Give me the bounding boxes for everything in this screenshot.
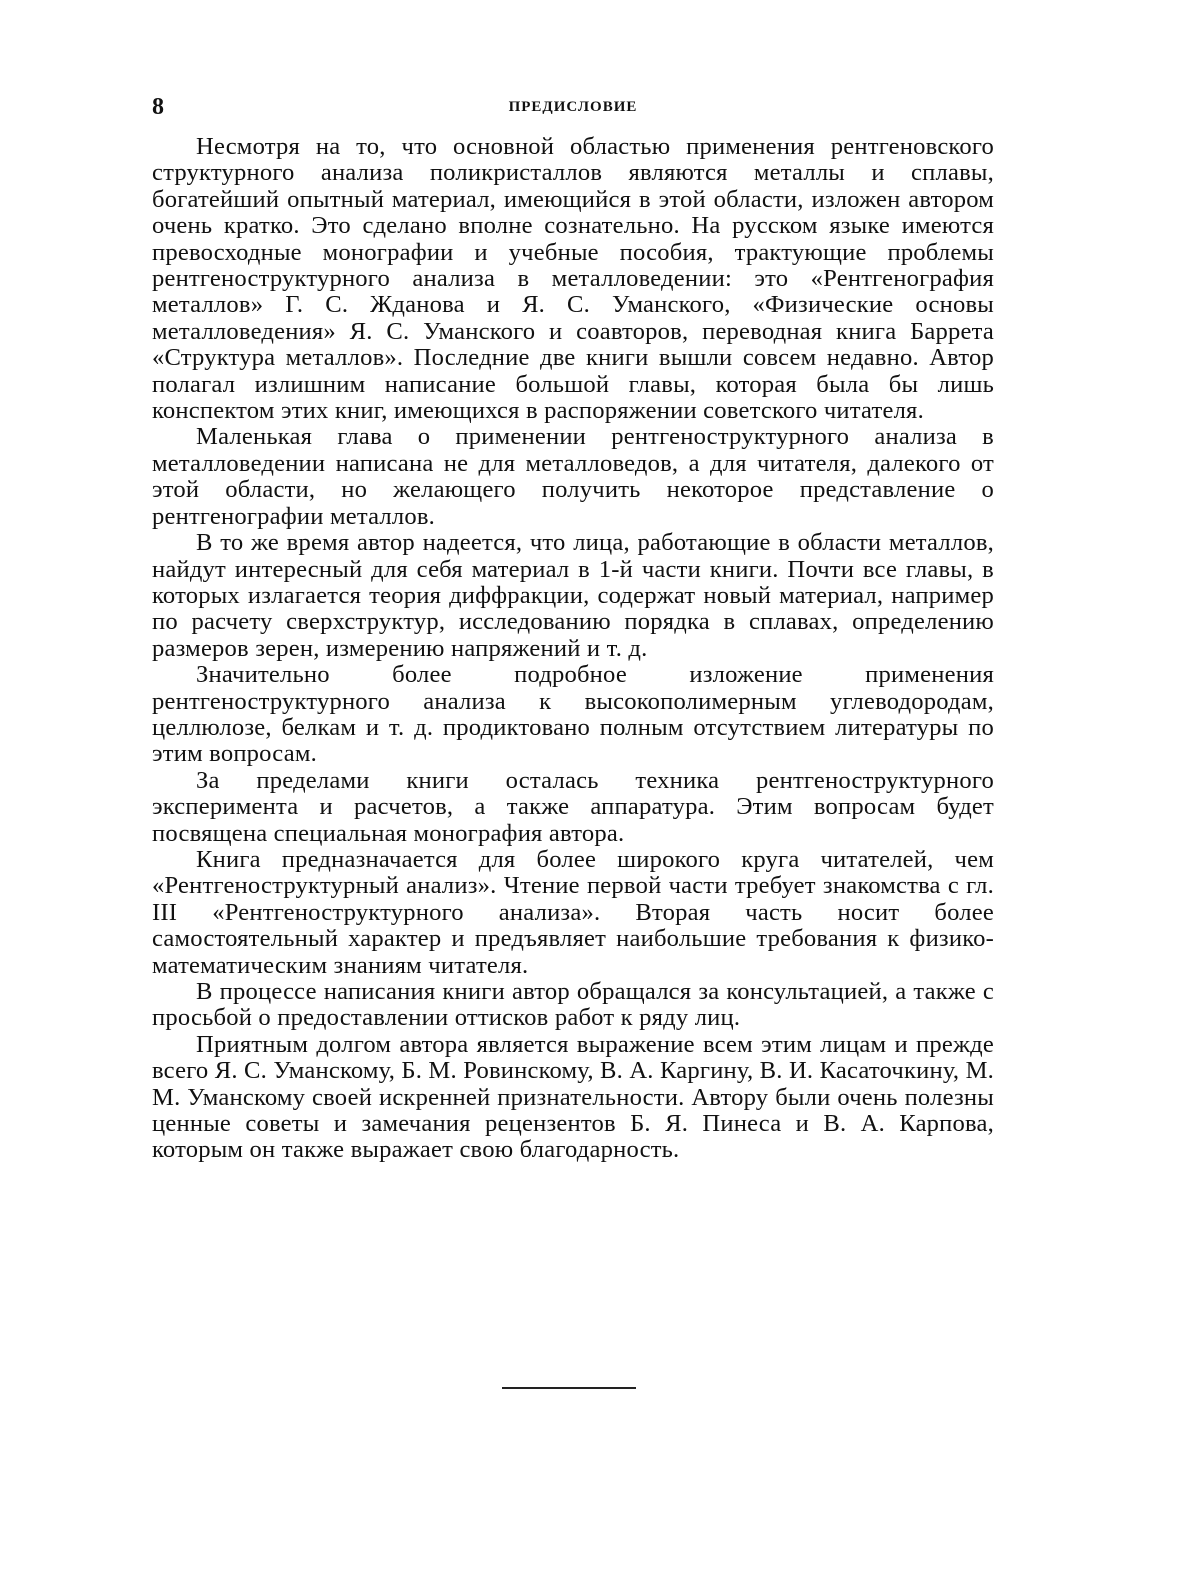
paragraph: В то же время автор надеется, что лица, работающие в области металлов, найдут интересный для себя материал в 1-й части книги. Почти все главы, в которых излагается теория диффракции, содержат новый материал, например по расчету сверхструктур, исследованию порядка в сплавах, определению размеров зерен, измерению напряжений и т. д. bbox=[152, 529, 994, 662]
paragraph: Несмотря на то, что основной областью применения рентгеновского структурного анализа поликристаллов являются металлы и сплавы, богатейший опытный материал, имеющийся в этой области, изложен автором очень кратко. Это сделано вполне сознательно. На русском языке имеются превосходные монографии и учебные пособия, трактующие проблемы рентгеноструктурного анализа в металловедении: это «Рентгенография металлов» Г. С. Жданова и Я. С. Уманского, «Физические основы металловедения» Я. С. Уманского и соавторов, переводная книга Баррета «Структура металлов». Последние две книги вышли совсем недавно. Автор полагал излишним написание большой главы, которая была бы лишь конспектом этих книг, имеющихся в распоряжении советского читателя. bbox=[152, 133, 994, 425]
page-header bbox=[152, 92, 994, 126]
paragraph: Значительно более подробное изложение применения рентгеноструктурного анализа к высокополимерным углеводородам, целлюлозе, белкам и т. д. продиктовано полным отсутствием литературы по этим вопросам. bbox=[152, 661, 994, 768]
paragraph: Маленькая глава о применении рентгеноструктурного анализа в металловедении написана не для металловедов, а для читателя, далекого от этой области, но желающего получить некоторое представление о рентгенографии металлов. bbox=[152, 423, 994, 530]
paragraph: В процессе написания книги автор обращался за консультацией, а также с просьбой о предоставлении оттисков работ к ряду лиц. bbox=[152, 978, 994, 1032]
body-text bbox=[152, 134, 994, 1164]
end-divider bbox=[502, 1387, 636, 1389]
paragraph: За пределами книги осталась техника рентгеноструктурного эксперимента и расчетов, а также аппаратура. Этим вопросам будет посвящена специальная монография автора. bbox=[152, 766, 994, 847]
paragraph: Приятным долгом автора является выражение всем этим лицам и прежде всего Я. С. Уманскому, Б. М. Ровинскому, В. А. Каргину, В. И. Касаточкину, М. М. Уманскому своей искренней признательности. Автору были очень полезны ценные советы и замечания рецензентов Б. Я. Пинеса и В. А. Карпова, которым он также выражает свою благодарность. bbox=[152, 1030, 994, 1164]
running-title: ПРЕДИСЛОВИЕ bbox=[508, 99, 638, 115]
paragraph: Книга предназначается для более широкого круга читателей, чем «Рентгеноструктурный анализ». Чтение первой части требует знакомства с гл. III «Рентгеноструктурного анализа». Вторая часть носит более самостоятельный характер и предъявляет наибольшие требования к физико-математическим знаниям читателя. bbox=[152, 845, 994, 979]
page-number: 8 bbox=[152, 94, 164, 120]
book-page bbox=[152, 92, 994, 1164]
